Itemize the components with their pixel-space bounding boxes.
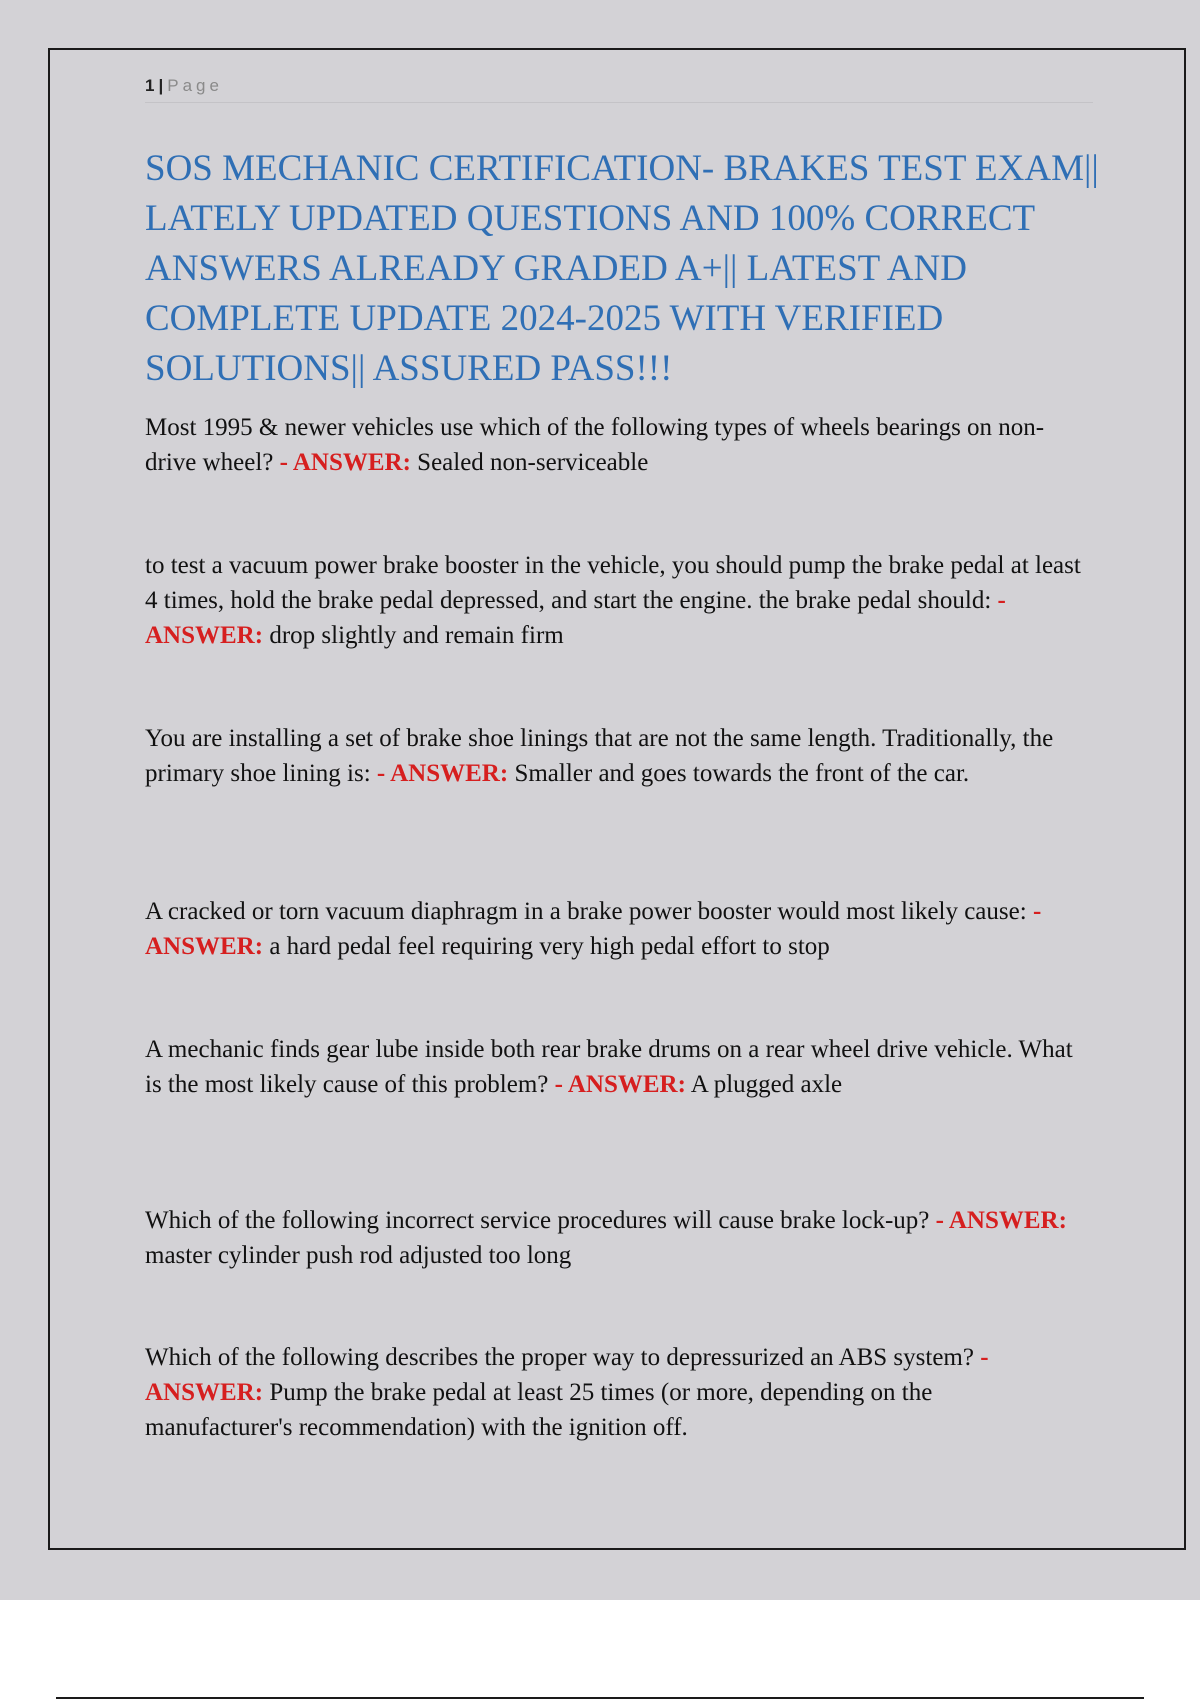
answer-text: Smaller and goes towards the front of the car. (514, 760, 970, 787)
qa-item-5 (145, 1032, 1085, 1102)
answer-marker: - ANSWER: (935, 1207, 1067, 1234)
question-text: to test a vacuum power brake booster in the vehicle, you should pump the brake pedal at least 4 times, hold the brake pedal depressed, and start the engine. the brake pedal should: (145, 552, 1081, 614)
answer-marker: - ANSWER: (145, 587, 1006, 649)
document-title: SOS MECHANIC CERTIFICATION- BRAKES TEST EXAM|| LATELY UPDATED QUESTIONS AND 100% CORRECT ANSWERS ALREADY GRADED A+|| LATEST AND COMPLETE UPDATE 2024-2025 WITH VERIFIED SOLUTIONS|| ASSURED PASS!!! (145, 148, 1099, 389)
qa-item-2 (145, 548, 1085, 653)
answer-text: drop slightly and remain firm (269, 622, 564, 649)
question-text: Most 1995 & newer vehicles use which of the following types of wheels bearings on non-drive wheel? (145, 414, 1045, 476)
answer-text: A plugged axle (690, 1071, 843, 1098)
answer-marker: - ANSWER: (145, 1344, 989, 1406)
qa-item-3 (145, 721, 1085, 791)
answer-marker: - ANSWER: (554, 1071, 686, 1098)
answer-text: master cylinder push rod adjusted too long (145, 1242, 572, 1269)
page-label: Page (167, 76, 223, 95)
answer-text: Pump the brake pedal at least 25 times (or more, depending on the manufacturer's recommendation) with the ignition off. (145, 1379, 933, 1441)
qa-item-4 (145, 894, 1085, 964)
answer-marker: - ANSWER: (376, 760, 509, 787)
qa-item-7 (145, 1340, 1085, 1445)
question-text: Which of the following describes the proper way to depressurized an ABS system? (145, 1344, 974, 1371)
page-header (145, 74, 1093, 103)
question-text: A mechanic finds gear lube inside both rear brake drums on a rear wheel drive vehicle. What is the most likely cause of this problem? (145, 1036, 1073, 1098)
answer-marker: - ANSWER: (145, 898, 1042, 960)
qa-item-1 (145, 410, 1085, 480)
page-number: 1 (145, 76, 155, 95)
question-text: Which of the following incorrect service procedures will cause brake lock-up? (145, 1207, 930, 1234)
qa-item-6 (145, 1203, 1085, 1273)
question-text: You are installing a set of brake shoe linings that are not the same length. Traditionally, the primary shoe lining is: (145, 725, 1054, 787)
page-separator: | (158, 76, 164, 95)
question-text: A cracked or torn vacuum diaphragm in a brake power booster would most likely cause: (145, 898, 1027, 925)
next-page-top-rule (56, 1697, 1144, 1699)
answer-text: Sealed non-serviceable (417, 449, 649, 476)
answer-marker: - ANSWER: (279, 449, 411, 476)
answer-text: a hard pedal feel requiring very high pedal effort to stop (269, 933, 830, 960)
